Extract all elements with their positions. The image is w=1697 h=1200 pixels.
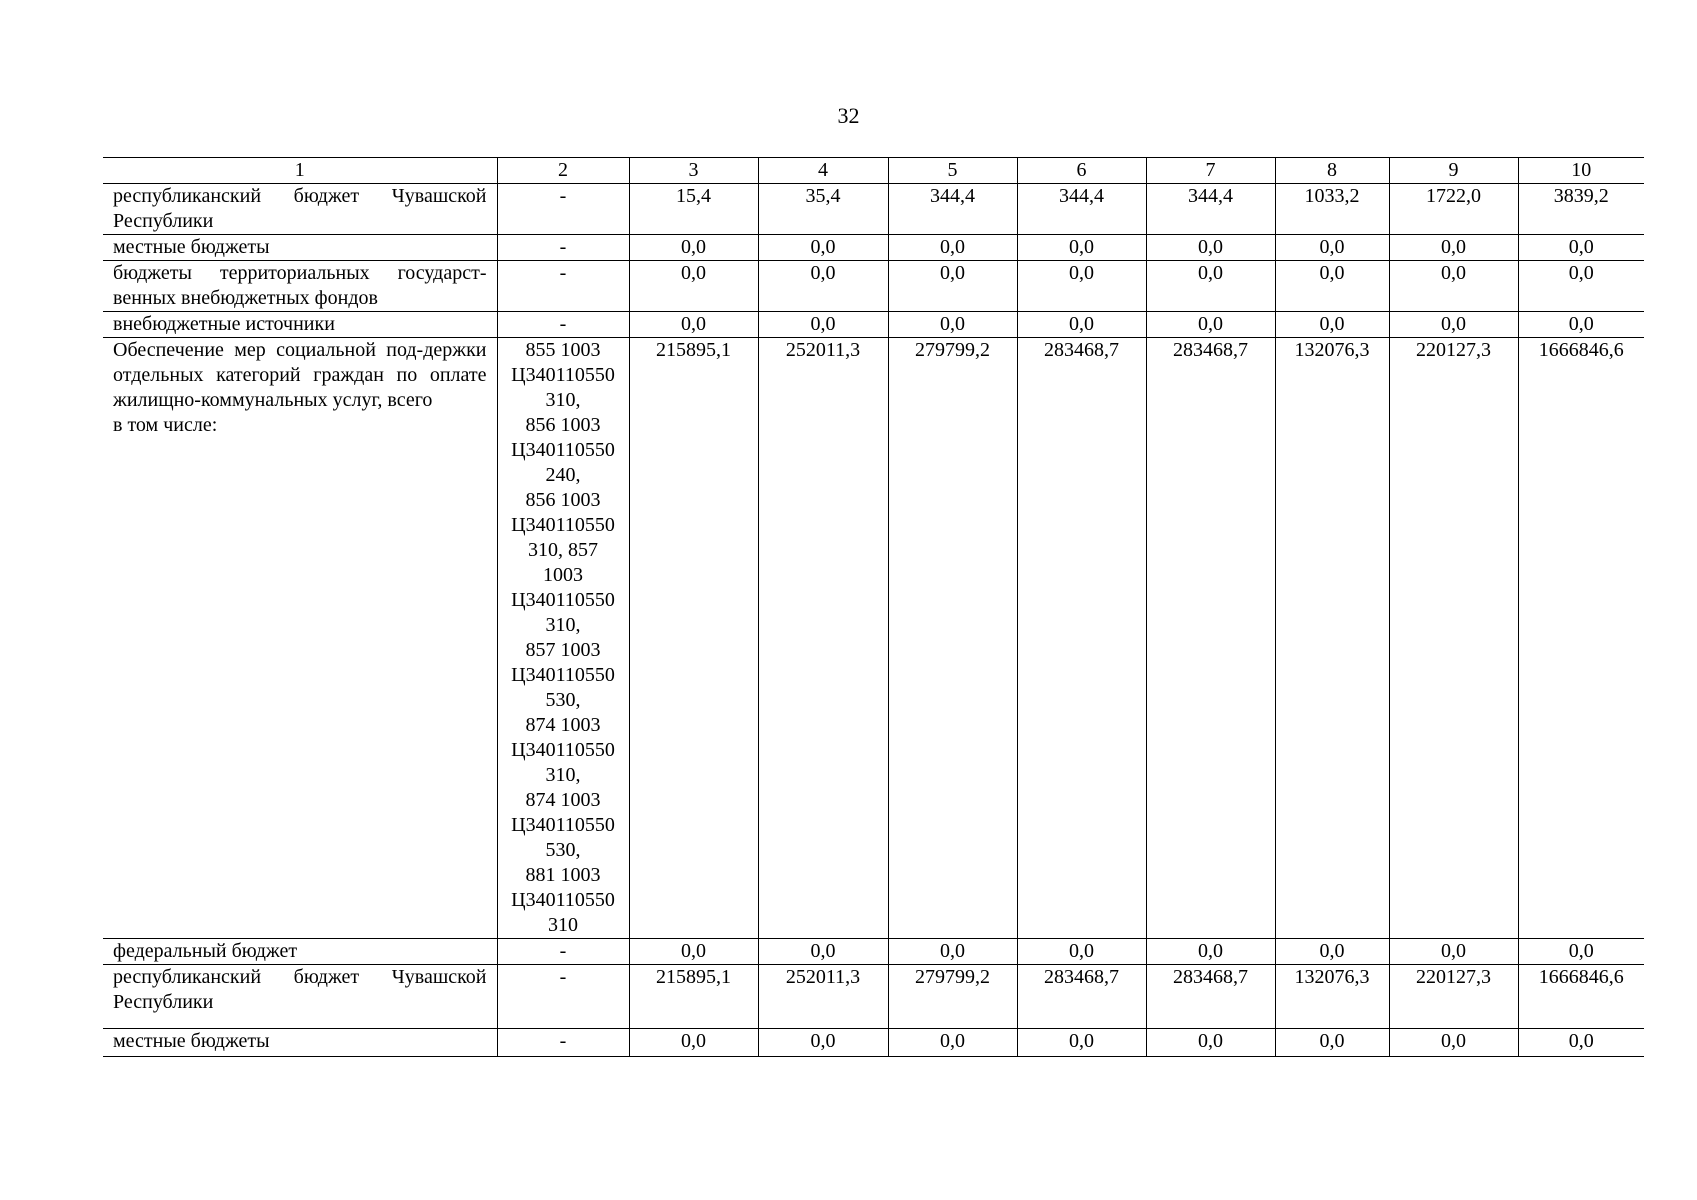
- value-cell: 0,0: [758, 261, 888, 312]
- code-line: Ц340110550: [511, 814, 615, 836]
- value-cell: 344,4: [888, 184, 1017, 235]
- value-cell: 344,4: [1017, 184, 1146, 235]
- value-cell: 0,0: [758, 235, 888, 261]
- value-cell: 0,0: [1275, 235, 1389, 261]
- value-cell: 252011,3: [758, 338, 888, 939]
- page-number: 32: [837, 103, 860, 128]
- table-row: [103, 184, 1644, 235]
- table-row: [103, 1029, 1644, 1057]
- code-line: Ц340110550: [511, 364, 615, 386]
- table-row: [103, 338, 1644, 939]
- column-header: 7: [1146, 158, 1275, 184]
- row-label: [103, 338, 497, 939]
- code-line: 530,: [545, 839, 581, 861]
- table-row: [103, 939, 1644, 965]
- code-line: Ц340110550: [511, 589, 615, 611]
- value-cell: 0,0: [1518, 939, 1644, 965]
- table-row: [103, 235, 1644, 261]
- budget-code: -: [497, 939, 629, 965]
- column-header: 6: [1017, 158, 1146, 184]
- value-cell: 279799,2: [888, 965, 1017, 1029]
- value-cell: 1666846,6: [1518, 338, 1644, 939]
- value-cell: 0,0: [888, 1029, 1017, 1057]
- column-header: 1: [103, 158, 497, 184]
- value-cell: 0,0: [629, 312, 758, 338]
- value-cell: 0,0: [1146, 312, 1275, 338]
- budget-code: -: [497, 235, 629, 261]
- code-line: 1003: [543, 564, 583, 586]
- row-label: республиканский бюджет Чувашской Республики: [103, 184, 497, 235]
- value-cell: 283468,7: [1146, 965, 1275, 1029]
- code-line: Ц340110550: [511, 664, 615, 686]
- value-cell: 0,0: [888, 235, 1017, 261]
- code-line: 530,: [545, 689, 581, 711]
- column-header: 9: [1389, 158, 1518, 184]
- column-header: 3: [629, 158, 758, 184]
- value-cell: 0,0: [1017, 939, 1146, 965]
- budget-table: [103, 157, 1644, 1057]
- code-line: Ц340110550: [511, 889, 615, 911]
- value-cell: 0,0: [629, 261, 758, 312]
- value-cell: 0,0: [1275, 312, 1389, 338]
- row-label: республиканский бюджет Чувашской Республики: [103, 965, 497, 1029]
- row-label-subtext: в том числе:: [113, 414, 218, 436]
- value-cell: 220127,3: [1389, 965, 1518, 1029]
- value-cell: 132076,3: [1275, 338, 1389, 939]
- value-cell: 0,0: [1389, 312, 1518, 338]
- value-cell: 0,0: [1518, 1029, 1644, 1057]
- budget-code: [497, 338, 629, 939]
- value-cell: 0,0: [629, 1029, 758, 1057]
- value-cell: 1722,0: [1389, 184, 1518, 235]
- code-line: 240,: [545, 464, 581, 486]
- value-cell: 0,0: [888, 939, 1017, 965]
- value-cell: 0,0: [1518, 261, 1644, 312]
- value-cell: 220127,3: [1389, 338, 1518, 939]
- code-line: 310: [548, 914, 578, 936]
- code-line: 310,: [545, 614, 581, 636]
- code-line: 881 1003: [525, 864, 601, 886]
- row-label-text: Обеспечение мер социальной под-держки отдельных категорий граждан по оплате жилищно-коммунальных услуг, всего: [113, 339, 487, 411]
- row-label: внебюджетные источники: [103, 312, 497, 338]
- budget-code: -: [497, 261, 629, 312]
- value-cell: 0,0: [1518, 235, 1644, 261]
- code-line: 856 1003: [525, 414, 601, 436]
- code-line: Ц340110550: [511, 739, 615, 761]
- value-cell: 0,0: [1389, 261, 1518, 312]
- column-header: 4: [758, 158, 888, 184]
- value-cell: 1666846,6: [1518, 965, 1644, 1029]
- code-line: 310, 857: [528, 539, 598, 561]
- value-cell: 132076,3: [1275, 965, 1389, 1029]
- value-cell: 0,0: [1275, 939, 1389, 965]
- value-cell: 0,0: [1017, 235, 1146, 261]
- budget-code: -: [497, 1029, 629, 1057]
- table-row: [103, 312, 1644, 338]
- row-label: бюджеты территориальных государст-венных внебюджетных фондов: [103, 261, 497, 312]
- value-cell: 0,0: [1389, 939, 1518, 965]
- value-cell: 215895,1: [629, 338, 758, 939]
- code-line: 310,: [545, 389, 581, 411]
- value-cell: 252011,3: [758, 965, 888, 1029]
- table-row: [103, 261, 1644, 312]
- column-header: 8: [1275, 158, 1389, 184]
- value-cell: 0,0: [1389, 1029, 1518, 1057]
- value-cell: 0,0: [1518, 312, 1644, 338]
- value-cell: 0,0: [629, 235, 758, 261]
- value-cell: 15,4: [629, 184, 758, 235]
- value-cell: 0,0: [758, 1029, 888, 1057]
- value-cell: 0,0: [888, 312, 1017, 338]
- budget-code: -: [497, 312, 629, 338]
- value-cell: 0,0: [1275, 261, 1389, 312]
- value-cell: 35,4: [758, 184, 888, 235]
- table-header-row: [103, 158, 1644, 184]
- column-header: 10: [1518, 158, 1644, 184]
- value-cell: 0,0: [888, 261, 1017, 312]
- budget-code: -: [497, 184, 629, 235]
- row-label: местные бюджеты: [103, 235, 497, 261]
- table-row: [103, 965, 1644, 1029]
- budget-code: -: [497, 965, 629, 1029]
- value-cell: 0,0: [1146, 261, 1275, 312]
- code-line: 855 1003: [525, 339, 601, 361]
- code-line: 856 1003: [525, 489, 601, 511]
- row-label: федеральный бюджет: [103, 939, 497, 965]
- value-cell: 1033,2: [1275, 184, 1389, 235]
- value-cell: 0,0: [1275, 1029, 1389, 1057]
- value-cell: 0,0: [1017, 261, 1146, 312]
- value-cell: 0,0: [1017, 1029, 1146, 1057]
- value-cell: 0,0: [1146, 1029, 1275, 1057]
- value-cell: 215895,1: [629, 965, 758, 1029]
- code-line: 874 1003: [525, 789, 601, 811]
- column-header: 5: [888, 158, 1017, 184]
- value-cell: 283468,7: [1017, 965, 1146, 1029]
- value-cell: 0,0: [1017, 312, 1146, 338]
- value-cell: 0,0: [758, 312, 888, 338]
- value-cell: 283468,7: [1017, 338, 1146, 939]
- column-header: 2: [497, 158, 629, 184]
- value-cell: 344,4: [1146, 184, 1275, 235]
- code-line: 857 1003: [525, 639, 601, 661]
- value-cell: 0,0: [758, 939, 888, 965]
- value-cell: 0,0: [1146, 939, 1275, 965]
- value-cell: 283468,7: [1146, 338, 1275, 939]
- code-line: Ц340110550: [511, 439, 615, 461]
- code-line: 310,: [545, 764, 581, 786]
- value-cell: 279799,2: [888, 338, 1017, 939]
- value-cell: 0,0: [629, 939, 758, 965]
- value-cell: 0,0: [1146, 235, 1275, 261]
- code-line: Ц340110550: [511, 514, 615, 536]
- row-label: местные бюджеты: [103, 1029, 497, 1057]
- value-cell: 0,0: [1389, 235, 1518, 261]
- code-line: 874 1003: [525, 714, 601, 736]
- value-cell: 3839,2: [1518, 184, 1644, 235]
